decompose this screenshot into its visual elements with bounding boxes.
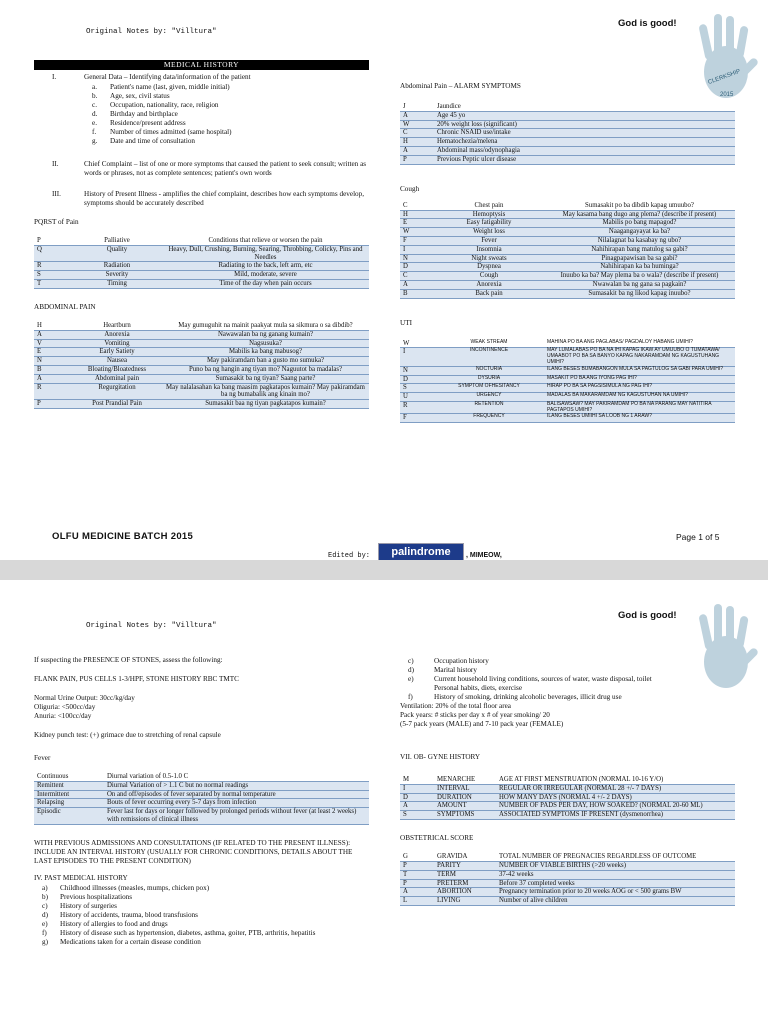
footer-batch: OLFU MEDICINE BATCH 2015 bbox=[52, 531, 194, 542]
table-cell: Nahihirapan bang matulog sa gabi? bbox=[544, 245, 735, 254]
list-item: d) Marital history bbox=[408, 666, 477, 674]
table-cell: A bbox=[400, 281, 434, 290]
table-row bbox=[400, 263, 735, 272]
table-cell: Severity bbox=[72, 271, 162, 280]
list-item: d) History of accidents, trauma, blood transfusions bbox=[42, 910, 198, 919]
table-cell: HIRAP PO BA SA PAGSISIMULA NG PAG IHI? bbox=[544, 384, 735, 393]
table-cell: Nahihirapan ka ba huminga? bbox=[544, 263, 735, 272]
table-cell: D bbox=[400, 375, 434, 384]
god-is-good-banner: God is good! bbox=[618, 18, 677, 29]
table-cell: G bbox=[400, 853, 434, 861]
footer-page-number: Page 1 of 5 bbox=[676, 532, 720, 542]
table-cell: F bbox=[400, 236, 434, 245]
svg-text:2015: 2015 bbox=[720, 92, 734, 98]
uti-table bbox=[400, 340, 735, 424]
table-row bbox=[400, 245, 735, 254]
table-cell: R bbox=[400, 401, 434, 414]
table-row bbox=[34, 781, 369, 790]
table-cell: Easy fatigability bbox=[434, 219, 544, 228]
right-column bbox=[400, 82, 735, 423]
table-cell: Palliative bbox=[72, 237, 162, 245]
table-row bbox=[400, 870, 735, 879]
table-cell: 20% weight loss (significant) bbox=[434, 120, 735, 129]
kidney-punch-test: Kidney punch test: (+) grimace due to stretching of renal capsule bbox=[34, 731, 221, 739]
table-cell: ILANG BESES BUMABANGON MULA SA PAGTULOG SA GABI PARA UMIHI? bbox=[544, 366, 735, 375]
table-row bbox=[34, 339, 369, 348]
table-cell: Inuubo ka ba? May plema ba o wala? (describe if present) bbox=[544, 272, 735, 281]
table-cell: MAY LUMALABAS PO BA NA IHI KAPAG IKAW AY UMUUBO O TUMATAWA/ UMAABOT PO BA SA BANYO KAPAG NAKARAMDAM NG KAGUSTUHANG UMIHI? bbox=[544, 348, 735, 366]
table-row bbox=[400, 236, 735, 245]
table-cell: LIVING bbox=[434, 897, 496, 906]
table-row bbox=[34, 262, 369, 271]
table-cell: Quality bbox=[72, 245, 162, 262]
list-item: a) Childhood illnesses (measles, mumps, chicken pox) bbox=[42, 883, 210, 892]
table-cell: P bbox=[400, 861, 434, 870]
table-cell: R bbox=[34, 383, 72, 400]
table-cell: V bbox=[34, 339, 72, 348]
table-row bbox=[400, 272, 735, 281]
table-cell: Back pain bbox=[434, 289, 544, 298]
table-row bbox=[400, 366, 735, 375]
table-cell: M bbox=[400, 776, 434, 784]
table-cell: N bbox=[34, 357, 72, 366]
table-cell: H bbox=[400, 210, 434, 219]
table-cell: E bbox=[400, 219, 434, 228]
table-cell: Fever bbox=[434, 236, 544, 245]
table-row bbox=[34, 365, 369, 374]
table-row bbox=[400, 888, 735, 897]
table-row bbox=[34, 773, 369, 781]
table-cell: N bbox=[400, 366, 434, 375]
table-cell: P bbox=[400, 155, 434, 164]
table-cell: Night sweats bbox=[434, 254, 544, 263]
table-cell: WEAK STREAM bbox=[434, 340, 544, 348]
table-cell: May gumuguhit na mainit paakyat mula sa sikmura o sa dibdib? bbox=[162, 322, 369, 330]
document-page-2 bbox=[0, 580, 768, 1024]
general-data-list bbox=[84, 83, 369, 146]
list-item: Personal habits, diets, exercise bbox=[434, 684, 523, 692]
table-cell: Sumasakit po ba dibdib kapag umuubo? bbox=[544, 202, 735, 210]
table-cell: I bbox=[400, 348, 434, 366]
table-row bbox=[400, 138, 735, 147]
table-cell: MENARCHE bbox=[434, 776, 496, 784]
table-row bbox=[400, 281, 735, 290]
previous-admissions: WITH PREVIOUS ADMISSIONS AND CONSULTATIONS (IF RELATED TO THE PRESENT ILLNESS): INCLUDE AN INTERVAL HISTORY (USUALLY FOR CHRONIC CONDITIONS, DETAILS ABOUT THE LAST EPISODES TO THE PRESENT CONDITION) bbox=[34, 838, 353, 865]
table-row bbox=[34, 374, 369, 383]
table-cell: U bbox=[400, 393, 434, 402]
table-cell: F bbox=[400, 414, 434, 423]
table-cell: Sumasakit ba ng tiyan? Saang parte? bbox=[162, 374, 369, 383]
table-cell: Conditions that relieve or worsen the pain bbox=[162, 237, 369, 245]
table-cell: L bbox=[400, 897, 434, 906]
table-cell: Pinagpapawisan ba sa gabi? bbox=[544, 254, 735, 263]
table-cell: GRAVIDA bbox=[434, 853, 496, 861]
table-cell: W bbox=[400, 228, 434, 237]
table-cell: DYSURIA bbox=[434, 375, 544, 384]
left-column-2 bbox=[34, 656, 369, 947]
table-row bbox=[400, 254, 735, 263]
list-item: c. Occupation, nationality, race, religion bbox=[92, 101, 219, 109]
fever-heading: Fever bbox=[34, 754, 51, 762]
obstetrical-score-heading: OBSTETRICAL SCORE bbox=[400, 834, 474, 843]
table-cell: MAHINA PO BA ANG PAGLABAS/ PAGDALOY HABANG UMIHI? bbox=[544, 340, 735, 348]
table-cell: PARITY bbox=[434, 861, 496, 870]
table-cell: A bbox=[400, 802, 434, 811]
table-row bbox=[34, 330, 369, 339]
table-row bbox=[34, 245, 369, 262]
table-cell: Nagsusuka? bbox=[162, 339, 369, 348]
past-medical-history-list bbox=[34, 884, 369, 947]
table-cell: C bbox=[400, 272, 434, 281]
left-column bbox=[34, 60, 369, 409]
table-cell: Age 45 yo bbox=[434, 111, 735, 120]
table-cell: Nwawalan ba ng gana sa pagkain? bbox=[544, 281, 735, 290]
table-cell: S bbox=[400, 811, 434, 820]
table-cell: A bbox=[400, 147, 434, 156]
table-cell: SYMPTOMS bbox=[434, 811, 496, 820]
table-cell: AMOUNT bbox=[434, 802, 496, 811]
table-cell: Hemoptysis bbox=[434, 210, 544, 219]
table-cell: URGENCY bbox=[434, 393, 544, 402]
stones-intro: If suspecting the PRESENCE OF STONES, assess the following: bbox=[34, 656, 223, 664]
table-row bbox=[400, 120, 735, 129]
table-cell: Before 37 completed weeks bbox=[496, 879, 735, 888]
table-row bbox=[400, 401, 735, 414]
table-row bbox=[400, 793, 735, 802]
table-cell: W bbox=[400, 340, 434, 348]
table-cell: S bbox=[400, 384, 434, 393]
palindrome-logo: palindrome bbox=[378, 543, 464, 560]
table-cell: Time of the day when pain occurs bbox=[162, 280, 369, 289]
table-row bbox=[34, 271, 369, 280]
table-row bbox=[34, 237, 369, 245]
table-cell: R bbox=[34, 262, 72, 271]
table-cell: Remittent bbox=[34, 781, 104, 790]
past-medical-history-heading: IV. PAST MEDICAL HISTORY bbox=[34, 873, 128, 882]
table-cell: I bbox=[400, 784, 434, 793]
obstetrical-score-table bbox=[400, 853, 735, 906]
table-cell: PRETERM bbox=[434, 879, 496, 888]
table-cell: Nilalagnat ba kasabay ng ubo? bbox=[544, 236, 735, 245]
urine-output: Normal Urine Output: 30cc/kg/day bbox=[34, 694, 135, 702]
table-row bbox=[400, 811, 735, 820]
cough-heading: Cough bbox=[400, 184, 420, 193]
svg-text:CLERKSHIP: CLERKSHIP bbox=[707, 68, 742, 86]
table-cell: D bbox=[400, 263, 434, 272]
table-cell: RETENTION bbox=[434, 401, 544, 414]
table-cell: NOCTURIA bbox=[434, 366, 544, 375]
table-row bbox=[400, 802, 735, 811]
table-cell: Diurnal variation of 0.5-1.0 C bbox=[104, 773, 369, 781]
table-cell: A bbox=[34, 330, 72, 339]
table-cell: May pakiramdam ban a gusto mo sumuka? bbox=[162, 357, 369, 366]
table-row bbox=[400, 228, 735, 237]
table-cell: MADALAS BA MAKARAMDAM NG KAGUSTUHAN NA UMIHI? bbox=[544, 393, 735, 402]
table-row bbox=[34, 322, 369, 330]
table-cell: H bbox=[34, 322, 72, 330]
oliguria: Oliguria: <500cc/day bbox=[34, 703, 96, 711]
table-cell: Sumasakit baa ng tiyan pagkatapos kumain? bbox=[162, 400, 369, 409]
table-cell: Weight loss bbox=[434, 228, 544, 237]
table-row bbox=[34, 808, 369, 825]
pqrst-table bbox=[34, 237, 369, 289]
section-present-illness: III. History of Present Illness - amplifies the chief complaint, describes how each symptoms develop, symptoms should be accurately described bbox=[52, 190, 365, 207]
table-cell: TERM bbox=[434, 870, 496, 879]
table-row bbox=[34, 348, 369, 357]
table-cell: Previous Peptic ulcer disease bbox=[434, 155, 735, 164]
list-item: g. Date and time of consultation bbox=[92, 137, 196, 145]
medical-history-title: MEDICAL HISTORY bbox=[34, 60, 369, 70]
table-cell: T bbox=[400, 870, 434, 879]
cough-table bbox=[400, 202, 735, 299]
table-cell: Intermittent bbox=[34, 790, 104, 799]
table-row bbox=[400, 111, 735, 120]
table-cell: DURATION bbox=[434, 793, 496, 802]
table-cell: Anorexia bbox=[72, 330, 162, 339]
list-item: f) History of disease such as hypertension, diabetes, asthma, goiter, PTB, arthritis, hepatitis bbox=[42, 928, 316, 937]
right-column-2 bbox=[400, 656, 735, 906]
table-cell: Radiating to the back, left arm, etc bbox=[162, 262, 369, 271]
list-item: f) History of smoking, drinking alcoholic beverages, illicit drug use bbox=[408, 693, 622, 701]
edited-by-label: Edited by: bbox=[328, 552, 371, 560]
table-row bbox=[400, 202, 735, 210]
table-cell: C bbox=[400, 129, 434, 138]
table-cell: SYMPTOM OFHESITANCY bbox=[434, 384, 544, 393]
table-cell: Post Prandial Pain bbox=[72, 400, 162, 409]
table-cell: AGE AT FIRST MENSTRUATION (NORMAL 10-16 Y/O) bbox=[496, 776, 735, 784]
table-cell: Q bbox=[34, 245, 72, 262]
table-cell: INCONTINENCE bbox=[434, 348, 544, 366]
table-row bbox=[400, 784, 735, 793]
table-cell: May kasama bang dugo ang plema? (describe if present) bbox=[544, 210, 735, 219]
list-item: b) Previous hospitalizations bbox=[42, 892, 133, 901]
table-cell: B bbox=[34, 365, 72, 374]
list-item: e) Current household living conditions, sources of water, waste disposal, toilet bbox=[408, 675, 652, 683]
table-cell: P bbox=[34, 400, 72, 409]
list-item: f. Number of times admitted (same hospital) bbox=[92, 128, 232, 136]
ob-gyne-heading: VII. OB- GYNE HISTORY bbox=[400, 753, 481, 761]
table-row bbox=[400, 853, 735, 861]
ob-gyne-table bbox=[400, 776, 735, 820]
table-cell: Nausea bbox=[72, 357, 162, 366]
table-row bbox=[34, 280, 369, 289]
table-cell: Jaundice bbox=[434, 103, 735, 111]
table-row bbox=[400, 348, 735, 366]
table-cell: ILANG BESES UMIIHI SA LOOB NG 1 ARAW? bbox=[544, 414, 735, 423]
list-item: b. Age, sex, civil status bbox=[92, 92, 170, 100]
mimeow-credit: , MIMEOW, bbox=[466, 552, 502, 559]
table-cell: C bbox=[400, 202, 434, 210]
table-cell: MASAKIT PO BA ANG IYONG PAG IHI? bbox=[544, 375, 735, 384]
table-row bbox=[400, 219, 735, 228]
table-cell: S bbox=[34, 271, 72, 280]
table-cell: Insomnia bbox=[434, 245, 544, 254]
pqrst-heading: PQRST of Pain bbox=[34, 218, 79, 226]
table-cell: Early Satiety bbox=[72, 348, 162, 357]
table-row bbox=[400, 861, 735, 870]
table-cell: Bouts of fever occurring every 5-7 days from infection bbox=[104, 799, 369, 808]
abdominal-pain-table bbox=[34, 322, 369, 409]
table-cell: ABORTION bbox=[434, 888, 496, 897]
table-cell: J bbox=[400, 103, 434, 111]
table-cell: Number of alive children bbox=[496, 897, 735, 906]
table-cell: Radiation bbox=[72, 262, 162, 271]
table-cell: T bbox=[34, 280, 72, 289]
table-cell: 37-42 weeks bbox=[496, 870, 735, 879]
table-cell: Relapsing bbox=[34, 799, 104, 808]
table-cell: Vomiting bbox=[72, 339, 162, 348]
table-cell: Puno ba ng hangin ang tiyan mo? Naguutot ba madalas? bbox=[162, 365, 369, 374]
table-cell: Fever last for days or longer followed by prolonged periods without fever (at least 2 weeks) with remissions of clinical illness bbox=[104, 808, 369, 825]
list-item: c) Occupation history bbox=[408, 657, 489, 665]
table-cell: D bbox=[400, 793, 434, 802]
table-cell: NUMBER OF PADS PER DAY, HOW SOAKED? (NORMAL 20-60 ML) bbox=[496, 802, 735, 811]
table-row bbox=[400, 289, 735, 298]
anuria: Anuria: <100cc/day bbox=[34, 712, 92, 720]
table-cell: Abdominal pain bbox=[72, 374, 162, 383]
table-row bbox=[34, 400, 369, 409]
table-row bbox=[400, 103, 735, 111]
table-cell: ASSOCIATED SYMPTOMS IF PRESENT (dysmenorrhea) bbox=[496, 811, 735, 820]
table-cell: INTERVAL bbox=[434, 784, 496, 793]
table-row bbox=[34, 790, 369, 799]
table-cell: TOTAL NUMBER OF PREGNACIES REGARDLESS OF OUTCOME bbox=[496, 853, 735, 861]
table-cell: Chest pain bbox=[434, 202, 544, 210]
section-general-data: I. General Data – Identifying data/information of the patient a. Patient's name (last, given, middle initial) b. Age, sex, civil status c. Occupation, nationality, race, religion d. Birthday and birthplace e. Residence/present address f. Number of times admitted (same hospital) g. Date and time of consultation bbox=[34, 73, 369, 146]
table-row bbox=[34, 799, 369, 808]
table-row bbox=[34, 357, 369, 366]
table-cell: A bbox=[34, 374, 72, 383]
uti-heading: UTI bbox=[400, 318, 412, 327]
table-cell: E bbox=[34, 348, 72, 357]
table-row bbox=[400, 897, 735, 906]
table-cell: May nalalasahan ka bang maasim pagkatapos kumain? May pakiramdam ba ng bumabalik ang kinain mo? bbox=[162, 383, 369, 400]
table-cell: Diurnal Variation of > 1.1 C but no normal readings bbox=[104, 781, 369, 790]
list-item: d. Birthday and birthplace bbox=[92, 110, 178, 118]
table-cell: BALISAWSAW? MAY PAKIRAMDAM PO BA NA PARANG MAY NATITIRA PAGTAPOS UMIHI? bbox=[544, 401, 735, 414]
table-cell: Mild, moderate, severe bbox=[162, 271, 369, 280]
table-cell: P bbox=[400, 879, 434, 888]
table-cell: HOW MANY DAYS (NORMAL 4 +/- 2 DAYS) bbox=[496, 793, 735, 802]
table-row bbox=[400, 879, 735, 888]
table-cell: REGULAR OR IRREGULAR (NORMAL 28 +/- 7 DAYS) bbox=[496, 784, 735, 793]
list-item: c) History of surgeries bbox=[42, 901, 117, 910]
table-cell: A bbox=[400, 111, 434, 120]
god-is-good-banner: God is good! bbox=[618, 610, 677, 621]
table-row bbox=[400, 210, 735, 219]
list-item: e) History of allergies to food and drugs bbox=[42, 919, 168, 928]
table-cell: Dyspnea bbox=[434, 263, 544, 272]
abdominal-pain-heading: ABDOMINAL PAIN bbox=[34, 302, 96, 311]
table-row bbox=[400, 414, 735, 423]
table-cell: Timing bbox=[72, 280, 162, 289]
table-row bbox=[400, 129, 735, 138]
table-cell: Heavy, Dull, Crushing, Burning, Searing, Throbbing, Colicky, Pins and Needles bbox=[162, 245, 369, 262]
table-cell: Bloating/Bloatedness bbox=[72, 365, 162, 374]
table-row bbox=[400, 147, 735, 156]
table-cell: W bbox=[400, 120, 434, 129]
table-cell: Pregnancy termination prior to 20 weeks AOG or < 500 grams BW bbox=[496, 888, 735, 897]
social-history-list bbox=[400, 657, 735, 702]
original-notes-credit: Original Notes by: "Villtura" bbox=[86, 28, 217, 36]
pack-years: Pack years: # sticks per day x # of year smoking/ 20 bbox=[400, 711, 550, 719]
table-cell: Naagangayayat ka ba? bbox=[544, 228, 735, 237]
table-cell: Mabilis ka bang mabusog? bbox=[162, 348, 369, 357]
original-notes-credit: Original Notes by: "Villtura" bbox=[86, 622, 217, 630]
table-cell: I bbox=[400, 245, 434, 254]
table-row bbox=[400, 776, 735, 784]
alarm-symptoms-heading: Abdominal Pain – ALARM SYMPTOMS bbox=[400, 82, 521, 90]
pack-years-note: (5-7 pack years (MALE) and 7-10 pack year (FEMALE) bbox=[400, 720, 564, 728]
table-cell: Sumasakit ba ng likod kapag inuubo? bbox=[544, 289, 735, 298]
table-cell: B bbox=[400, 289, 434, 298]
table-cell: Nawawalan ba ng ganang kumain? bbox=[162, 330, 369, 339]
table-cell: Heartburn bbox=[72, 322, 162, 330]
table-row bbox=[34, 383, 369, 400]
table-cell: Mabilis po bang mapagod? bbox=[544, 219, 735, 228]
table-cell: Hematochezia/melena bbox=[434, 138, 735, 147]
table-cell: FREQUENCY bbox=[434, 414, 544, 423]
table-cell: Regurgitation bbox=[72, 383, 162, 400]
flank-pain-line: FLANK PAIN, PUS CELLS 1-3/HPF, STONE HISTORY RBC TMTC bbox=[34, 675, 239, 683]
table-cell: Chronic NSAID use/intake bbox=[434, 129, 735, 138]
table-cell: Anorexia bbox=[434, 281, 544, 290]
table-cell: H bbox=[400, 138, 434, 147]
table-cell: On and off/episodes of fever separated by normal temperature bbox=[104, 790, 369, 799]
list-item: e. Residence/present address bbox=[92, 119, 186, 127]
table-cell: Abdominal mass/odynophagia bbox=[434, 147, 735, 156]
table-row bbox=[400, 155, 735, 164]
alarm-symptoms-table bbox=[400, 103, 735, 165]
list-item: g) Medications taken for a certain disease condition bbox=[42, 937, 201, 946]
ventilation: Ventilation: 20% of the total floor area bbox=[400, 702, 511, 710]
section-chief-complaint: II. Chief Complaint – list of one or more symptoms that caused the patient to seek consult; written as words or phrases, not as complete sentences; patient's own words bbox=[52, 160, 367, 177]
table-cell: P bbox=[34, 237, 72, 245]
fever-table bbox=[34, 773, 369, 825]
list-item: a. Patient's name (last, given, middle initial) bbox=[92, 83, 230, 91]
table-cell: A bbox=[400, 888, 434, 897]
table-cell: Continuous bbox=[34, 773, 104, 781]
table-cell: Episodic bbox=[34, 808, 104, 825]
table-cell: N bbox=[400, 254, 434, 263]
table-cell: Cough bbox=[434, 272, 544, 281]
table-cell: NUMBER OF VIABLE BIRTHS (>20 weeks) bbox=[496, 861, 735, 870]
